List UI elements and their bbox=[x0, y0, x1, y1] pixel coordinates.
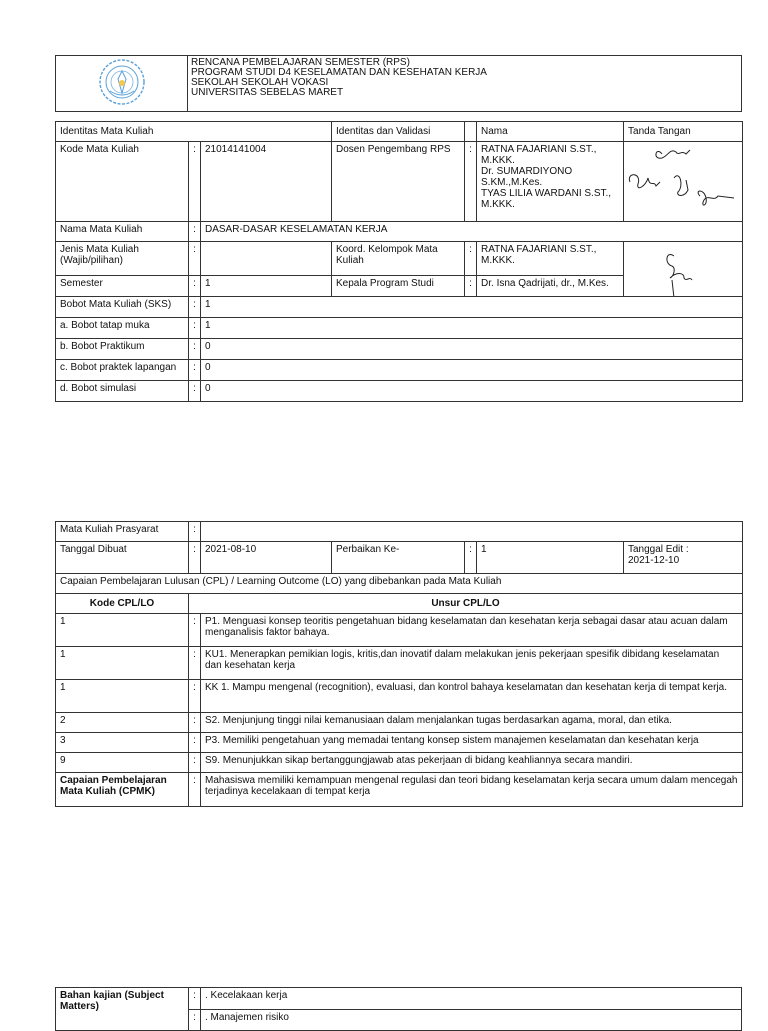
koord-label: Koord. Kelompok Mata Kuliah bbox=[332, 242, 465, 276]
kaprodi-label: Kepala Program Studi bbox=[332, 275, 465, 296]
jenis-label: Jenis Mata Kuliah (Wajib/pilihan) bbox=[56, 242, 189, 276]
col-unsur-cpl: Unsur CPL/LO bbox=[189, 594, 743, 614]
table-row bbox=[56, 680, 743, 713]
separator: : bbox=[465, 242, 477, 276]
dosen-names: RATNA FAJARIANI S.ST., M.KKK. Dr. SUMARDIYONO S.KM.,M.Kes. TYAS LILIA WARDANI S.ST., M.KKK. bbox=[477, 142, 624, 222]
prasyarat-label: Mata Kuliah Prasyarat bbox=[56, 522, 189, 542]
separator: : bbox=[189, 142, 201, 222]
col-validasi-header: Identitas dan Validasi bbox=[332, 122, 465, 142]
separator: : bbox=[465, 142, 477, 222]
rps-title-line: RENCANA PEMBELAJARAN SEMESTER (RPS) bbox=[191, 57, 410, 68]
kaprodi-signature bbox=[624, 242, 743, 297]
cpl-unsur: S2. Menjunjung tinggi nilai kemanusiaan dalam menjalankan tugas berdasarkan agama, moral, dan etika. bbox=[201, 713, 743, 733]
perbaikan-value: 1 bbox=[477, 542, 624, 574]
cpmk-label: Capaian Pembelajaran Mata Kuliah (CPMK) bbox=[56, 773, 189, 807]
bobot-value: 1 bbox=[201, 297, 743, 318]
tanggal-value: 2021-08-10 bbox=[201, 542, 332, 574]
tatap-value: 1 bbox=[201, 318, 743, 339]
cpl-unsur: P1. Menguasi konsep teoritis pengetahuan bidang keselamatan dan kesehatan kerja sebagai dasar atau acuan dalam menganalisis faktor bahaya. bbox=[201, 614, 743, 647]
dosen-label: Dosen Pengembang RPS bbox=[332, 142, 465, 222]
nama-label: Nama Mata Kuliah bbox=[56, 222, 189, 242]
bahan-label: Bahan kajian (Subject Matters) bbox=[56, 988, 189, 1031]
table-row bbox=[56, 753, 743, 773]
semester-value: 1 bbox=[201, 275, 332, 296]
cpl-kode: 1 bbox=[56, 647, 189, 680]
separator: : bbox=[189, 1009, 201, 1031]
separator: : bbox=[189, 753, 201, 773]
cpl-unsur: P3. Memiliki pengetahuan yang memadai tentang konsep sistem manajemen keselamatan dan kesehatan kerja bbox=[201, 733, 743, 753]
col-ttd-header: Tanda Tangan bbox=[624, 122, 743, 142]
prasyarat-value bbox=[201, 522, 743, 542]
bahan-kajian-table bbox=[55, 987, 742, 1031]
cpl-unsur: S9. Menunjukkan sikap bertanggungjawab atas pekerjaan di bidang keahliannya secara mandiri. bbox=[201, 753, 743, 773]
separator: : bbox=[189, 542, 201, 574]
cpl-unsur: KK 1. Mampu mengenal (recognition), evaluasi, dan kontrol bahaya keselamatan dan kesehatan kerja di tempat kerja. bbox=[201, 680, 743, 713]
separator: : bbox=[465, 542, 477, 574]
koord-names: RATNA FAJARIANI S.ST., M.KKK. bbox=[477, 242, 624, 276]
cpl-unsur: KU1. Menerapkan pemikian logis, kritis,dan inovatif dalam melakukan jenis pekerjaan spesifik dibidang keselamatan dan kesehatan kerja bbox=[201, 647, 743, 680]
rps-title-line: UNIVERSITAS SEBELAS MARET bbox=[191, 87, 344, 98]
separator: : bbox=[189, 339, 201, 360]
separator: : bbox=[465, 275, 477, 296]
tanggal-label: Tanggal Dibuat bbox=[56, 542, 189, 574]
handwritten-signature-icon bbox=[624, 242, 742, 296]
table-row bbox=[56, 733, 743, 753]
table-row bbox=[56, 647, 743, 680]
rps-title-line: SEKOLAH SEKOLAH VOKASI bbox=[191, 77, 329, 88]
separator: : bbox=[189, 360, 201, 381]
separator: : bbox=[189, 242, 201, 276]
separator: : bbox=[189, 381, 201, 402]
tatap-label: a. Bobot tatap muka bbox=[56, 318, 189, 339]
kode-value: 21014141004 bbox=[201, 142, 332, 222]
lapangan-value: 0 bbox=[201, 360, 743, 381]
separator: : bbox=[189, 318, 201, 339]
separator: : bbox=[189, 733, 201, 753]
rps-header-table bbox=[55, 55, 742, 112]
separator: : bbox=[189, 297, 201, 318]
col-kode-cpl: Kode CPL/LO bbox=[56, 594, 189, 614]
dosen-signatures bbox=[624, 142, 743, 222]
praktikum-value: 0 bbox=[201, 339, 743, 360]
separator: : bbox=[189, 647, 201, 680]
cpl-kode: 9 bbox=[56, 753, 189, 773]
kode-label: Kode Mata Kuliah bbox=[56, 142, 189, 222]
list-item: . Kecelakaan kerja bbox=[201, 988, 742, 1010]
kaprodi-name: Dr. Isna Qadrijati, dr., M.Kes. bbox=[477, 275, 624, 296]
lapangan-label: c. Bobot praktek lapangan bbox=[56, 360, 189, 381]
cpl-section-title: Capaian Pembelajaran Lulusan (CPL) / Learning Outcome (LO) yang dibebankan pada Mata Kuliah bbox=[56, 574, 743, 594]
cpl-table bbox=[55, 521, 743, 807]
logo-cell bbox=[56, 56, 188, 112]
separator: : bbox=[189, 680, 201, 713]
cpmk-value: Mahasiswa memiliki kemampuan mengenal regulasi dan teori bidang keselamatan kerja secara umum dalam mencegah terjadinya kecelakaan di tempat kerja bbox=[201, 773, 743, 807]
rps-title bbox=[188, 56, 742, 112]
rps-title-line: PROGRAM STUDI D4 KESELAMATAN DAN KESEHATAN KERJA bbox=[191, 67, 487, 78]
praktikum-label: b. Bobot Praktikum bbox=[56, 339, 189, 360]
list-item: . Manajemen risiko bbox=[201, 1009, 742, 1031]
separator: : bbox=[189, 522, 201, 542]
bobot-label: Bobot Mata Kuliah (SKS) bbox=[56, 297, 189, 318]
simulasi-value: 0 bbox=[201, 381, 743, 402]
separator: : bbox=[189, 222, 201, 242]
separator: : bbox=[189, 773, 201, 807]
cpl-kode: 1 bbox=[56, 680, 189, 713]
col-nama-header: Nama bbox=[477, 122, 624, 142]
university-seal-icon bbox=[96, 57, 148, 107]
simulasi-label: d. Bobot simulasi bbox=[56, 381, 189, 402]
identity-table bbox=[55, 121, 743, 402]
separator: : bbox=[189, 988, 201, 1010]
col-identitas-header: Identitas Mata Kuliah bbox=[56, 122, 332, 142]
separator: : bbox=[189, 614, 201, 647]
cpl-kode: 1 bbox=[56, 614, 189, 647]
separator: : bbox=[189, 275, 201, 296]
handwritten-signature-icon bbox=[624, 142, 742, 220]
perbaikan-label: Perbaikan Ke- bbox=[332, 542, 465, 574]
cpl-kode: 3 bbox=[56, 733, 189, 753]
tanggal-edit: Tanggal Edit : 2021-12-10 bbox=[624, 542, 743, 574]
semester-label: Semester bbox=[56, 275, 189, 296]
nama-value: DASAR-DASAR KESELAMATAN KERJA bbox=[201, 222, 743, 242]
jenis-value bbox=[201, 242, 332, 276]
separator: : bbox=[189, 713, 201, 733]
table-row bbox=[56, 713, 743, 733]
table-row bbox=[56, 614, 743, 647]
cpl-kode: 2 bbox=[56, 713, 189, 733]
